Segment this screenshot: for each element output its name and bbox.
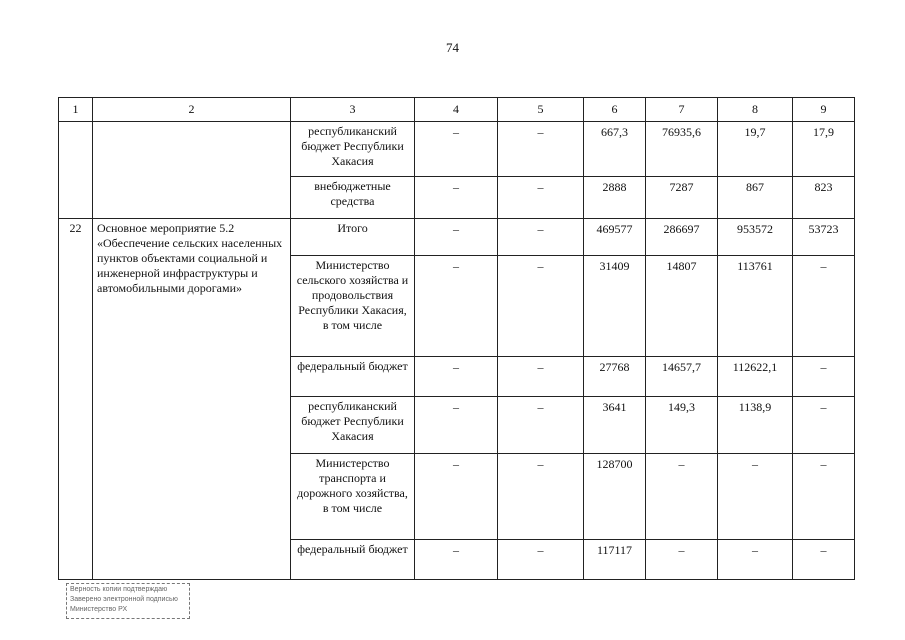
value-cell-4: – (415, 540, 498, 580)
value-cell-8: – (718, 454, 793, 540)
row-number-cell (59, 122, 93, 219)
funding-source-cell: внебюджетные средства (291, 177, 415, 219)
header-cell-4: 4 (415, 98, 498, 122)
funding-source-cell: республиканский бюджет Республики Хакасия (291, 122, 415, 177)
header-row (59, 98, 855, 122)
stamp-line: Заверено электронной подписью (70, 596, 178, 603)
value-cell-8: 19,7 (718, 122, 793, 177)
value-cell-6: 128700 (584, 454, 646, 540)
value-cell-8: 867 (718, 177, 793, 219)
value-cell-5: – (498, 219, 584, 256)
value-cell-9: 17,9 (793, 122, 855, 177)
value-cell-4: – (415, 219, 498, 256)
value-cell-9: – (793, 357, 855, 397)
value-cell-7: 7287 (646, 177, 718, 219)
value-cell-5: – (498, 454, 584, 540)
value-cell-5: – (498, 357, 584, 397)
value-cell-9: – (793, 540, 855, 580)
table-row (59, 219, 855, 256)
value-cell-7: 286697 (646, 219, 718, 256)
value-cell-4: – (415, 122, 498, 177)
certification-stamp (66, 583, 190, 619)
row-number-cell: 22 (59, 219, 93, 580)
funding-source-cell: Министерство сельского хозяйства и продовольствия Республики Хакасия, в том числе (291, 256, 415, 357)
value-cell-4: – (415, 357, 498, 397)
value-cell-7: 14807 (646, 256, 718, 357)
header-cell-3: 3 (291, 98, 415, 122)
header-cell-8: 8 (718, 98, 793, 122)
value-cell-6: 27768 (584, 357, 646, 397)
stamp-line: Министерство РХ (70, 606, 128, 613)
header-cell-9: 9 (793, 98, 855, 122)
header-cell-6: 6 (584, 98, 646, 122)
stamp-line: Верность копии подтверждаю (70, 586, 168, 593)
funding-source-cell: Министерство транспорта и дорожного хозяйства, в том числе (291, 454, 415, 540)
value-cell-6: 2888 (584, 177, 646, 219)
value-cell-9: – (793, 397, 855, 454)
table-row (59, 122, 855, 177)
value-cell-5: – (498, 540, 584, 580)
value-cell-6: 31409 (584, 256, 646, 357)
value-cell-6: 3641 (584, 397, 646, 454)
value-cell-6: 469577 (584, 219, 646, 256)
budget-table (58, 97, 855, 580)
event-cell (93, 122, 291, 219)
value-cell-7: 76935,6 (646, 122, 718, 177)
value-cell-8: 113761 (718, 256, 793, 357)
value-cell-8: 953572 (718, 219, 793, 256)
funding-source-cell: федеральный бюджет (291, 540, 415, 580)
header-cell-5: 5 (498, 98, 584, 122)
value-cell-8: 112622,1 (718, 357, 793, 397)
value-cell-4: – (415, 397, 498, 454)
header-cell-2: 2 (93, 98, 291, 122)
value-cell-8: 1138,9 (718, 397, 793, 454)
value-cell-7: 149,3 (646, 397, 718, 454)
value-cell-4: – (415, 177, 498, 219)
value-cell-7: – (646, 540, 718, 580)
value-cell-5: – (498, 177, 584, 219)
value-cell-7: 14657,7 (646, 357, 718, 397)
value-cell-6: 117117 (584, 540, 646, 580)
header-cell-7: 7 (646, 98, 718, 122)
value-cell-4: – (415, 256, 498, 357)
header-cell-1: 1 (59, 98, 93, 122)
value-cell-4: – (415, 454, 498, 540)
value-cell-5: – (498, 256, 584, 357)
funding-source-cell: федеральный бюджет (291, 357, 415, 397)
value-cell-5: – (498, 122, 584, 177)
funding-source-cell: республиканский бюджет Республики Хакасия (291, 397, 415, 454)
value-cell-9: 53723 (793, 219, 855, 256)
value-cell-7: – (646, 454, 718, 540)
event-cell: Основное мероприятие 5.2 «Обеспечение сельских населенных пунктов объектами социальной и инженерной инфраструктуры и автомобильными дорогами» (93, 219, 291, 580)
funding-source-cell: Итого (291, 219, 415, 256)
page-number: 74 (446, 40, 459, 55)
value-cell-6: 667,3 (584, 122, 646, 177)
value-cell-8: – (718, 540, 793, 580)
value-cell-9: – (793, 256, 855, 357)
value-cell-9: – (793, 454, 855, 540)
value-cell-9: 823 (793, 177, 855, 219)
value-cell-5: – (498, 397, 584, 454)
